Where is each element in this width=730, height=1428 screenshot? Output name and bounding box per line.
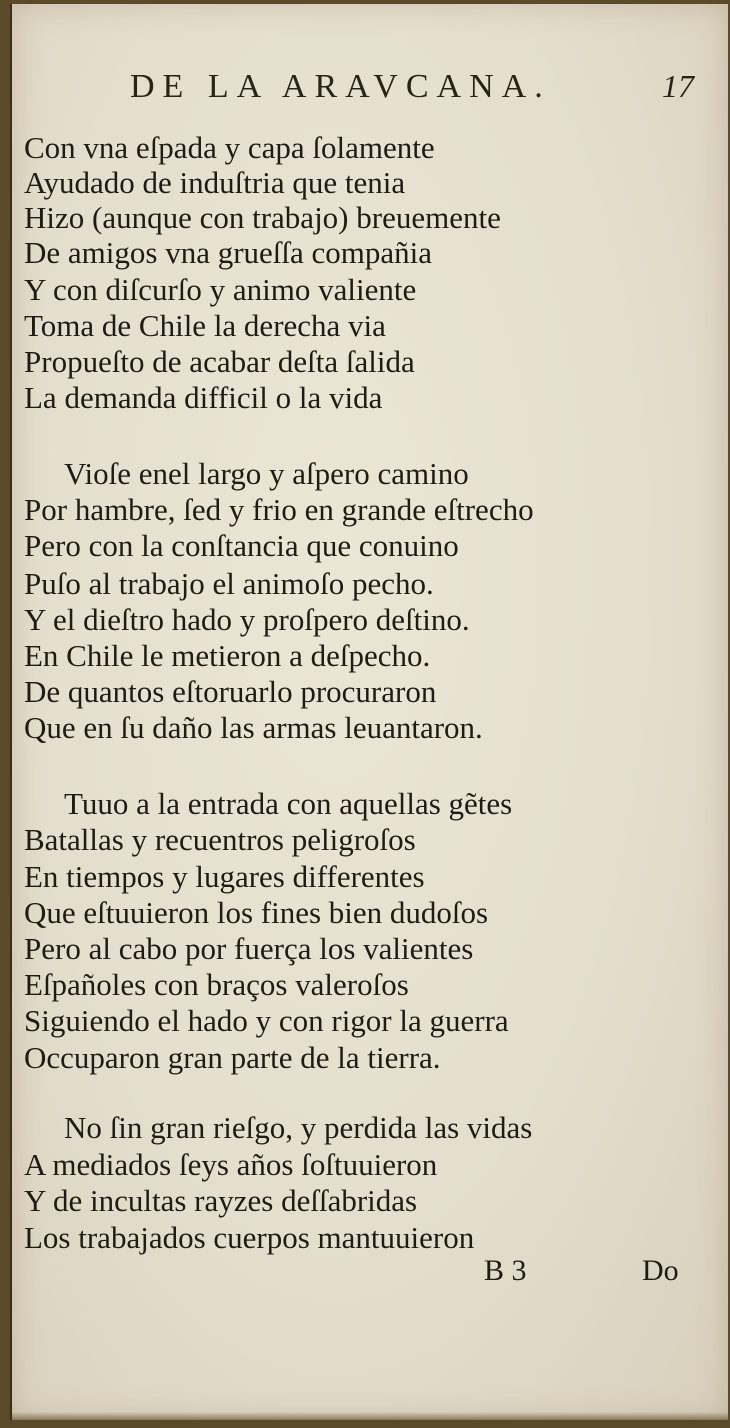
verse-line: Pero al cabo por fuerça los valientes (24, 931, 474, 966)
verse-line: Por hambre, ſed y frio en grande eſtrecho (24, 492, 534, 527)
verse-line: Que eſtuuieron los fines bien dudoſos (24, 895, 489, 930)
verse-line: Ayudado de induſtria que tenia (24, 165, 406, 200)
verse-line: No ſin gran rieſgo, y perdida las vidas (64, 1110, 533, 1145)
page-edge-shadow (12, 1412, 728, 1420)
verse-line: De quantos eſtoruarlo procuraron (24, 674, 437, 709)
verse-line: Los trabajados cuerpos mantuuieron (24, 1220, 475, 1255)
verse-line: De amigos vna grueſſa compañia (24, 235, 433, 270)
catchword: Do (642, 1254, 679, 1287)
running-head: DE LA ARAVCANA. (130, 68, 551, 105)
verse-line: La demanda difficil o la vida (24, 380, 383, 415)
verse-line: Con vna eſpada y capa ſolamente (24, 130, 435, 165)
page-number: 17 (662, 68, 694, 104)
book-page (10, 4, 728, 1420)
verse-line: Batallas y recuentros peligroſos (24, 822, 416, 857)
verse-line: Vioſe enel largo y aſpero camino (64, 456, 469, 491)
verse-line: A mediados ſeys años ſoſtuuieron (24, 1147, 438, 1182)
verse-line: Puſo al trabajo el animoſo pecho. (24, 566, 434, 601)
verse-line: En tiempos y lugares differentes (24, 859, 425, 894)
verse-line: En Chile le metieron a deſpecho. (24, 638, 431, 673)
verse-line: Siguiendo el hado y con rigor la guerra (24, 1003, 509, 1038)
verse-line: Que en ſu daño las armas leuantaron. (24, 710, 483, 745)
signature-mark: B 3 (484, 1254, 527, 1287)
verse-line: Y el dieſtro hado y proſpero deſtino. (24, 602, 470, 637)
verse-line: Hizo (aunque con trabajo) breuemente (24, 200, 501, 235)
poem-text (12, 4, 728, 1304)
verse-line: Y con diſcurſo y animo valiente (24, 272, 417, 307)
verse-line: Occuparon gran parte de la tierra. (24, 1040, 441, 1075)
verse-line: Propueſto de acabar deſta ſalida (24, 344, 415, 379)
verse-line: Pero con la conſtancia que conuino (24, 528, 459, 563)
verse-line: Tuuo a la entrada con aquellas gẽtes (64, 786, 513, 821)
verse-line: Eſpañoles con braços valeroſos (24, 967, 409, 1002)
verse-line: Y de incultas rayzes deſſabridas (24, 1183, 418, 1218)
verse-line: Toma de Chile la derecha via (24, 308, 386, 343)
